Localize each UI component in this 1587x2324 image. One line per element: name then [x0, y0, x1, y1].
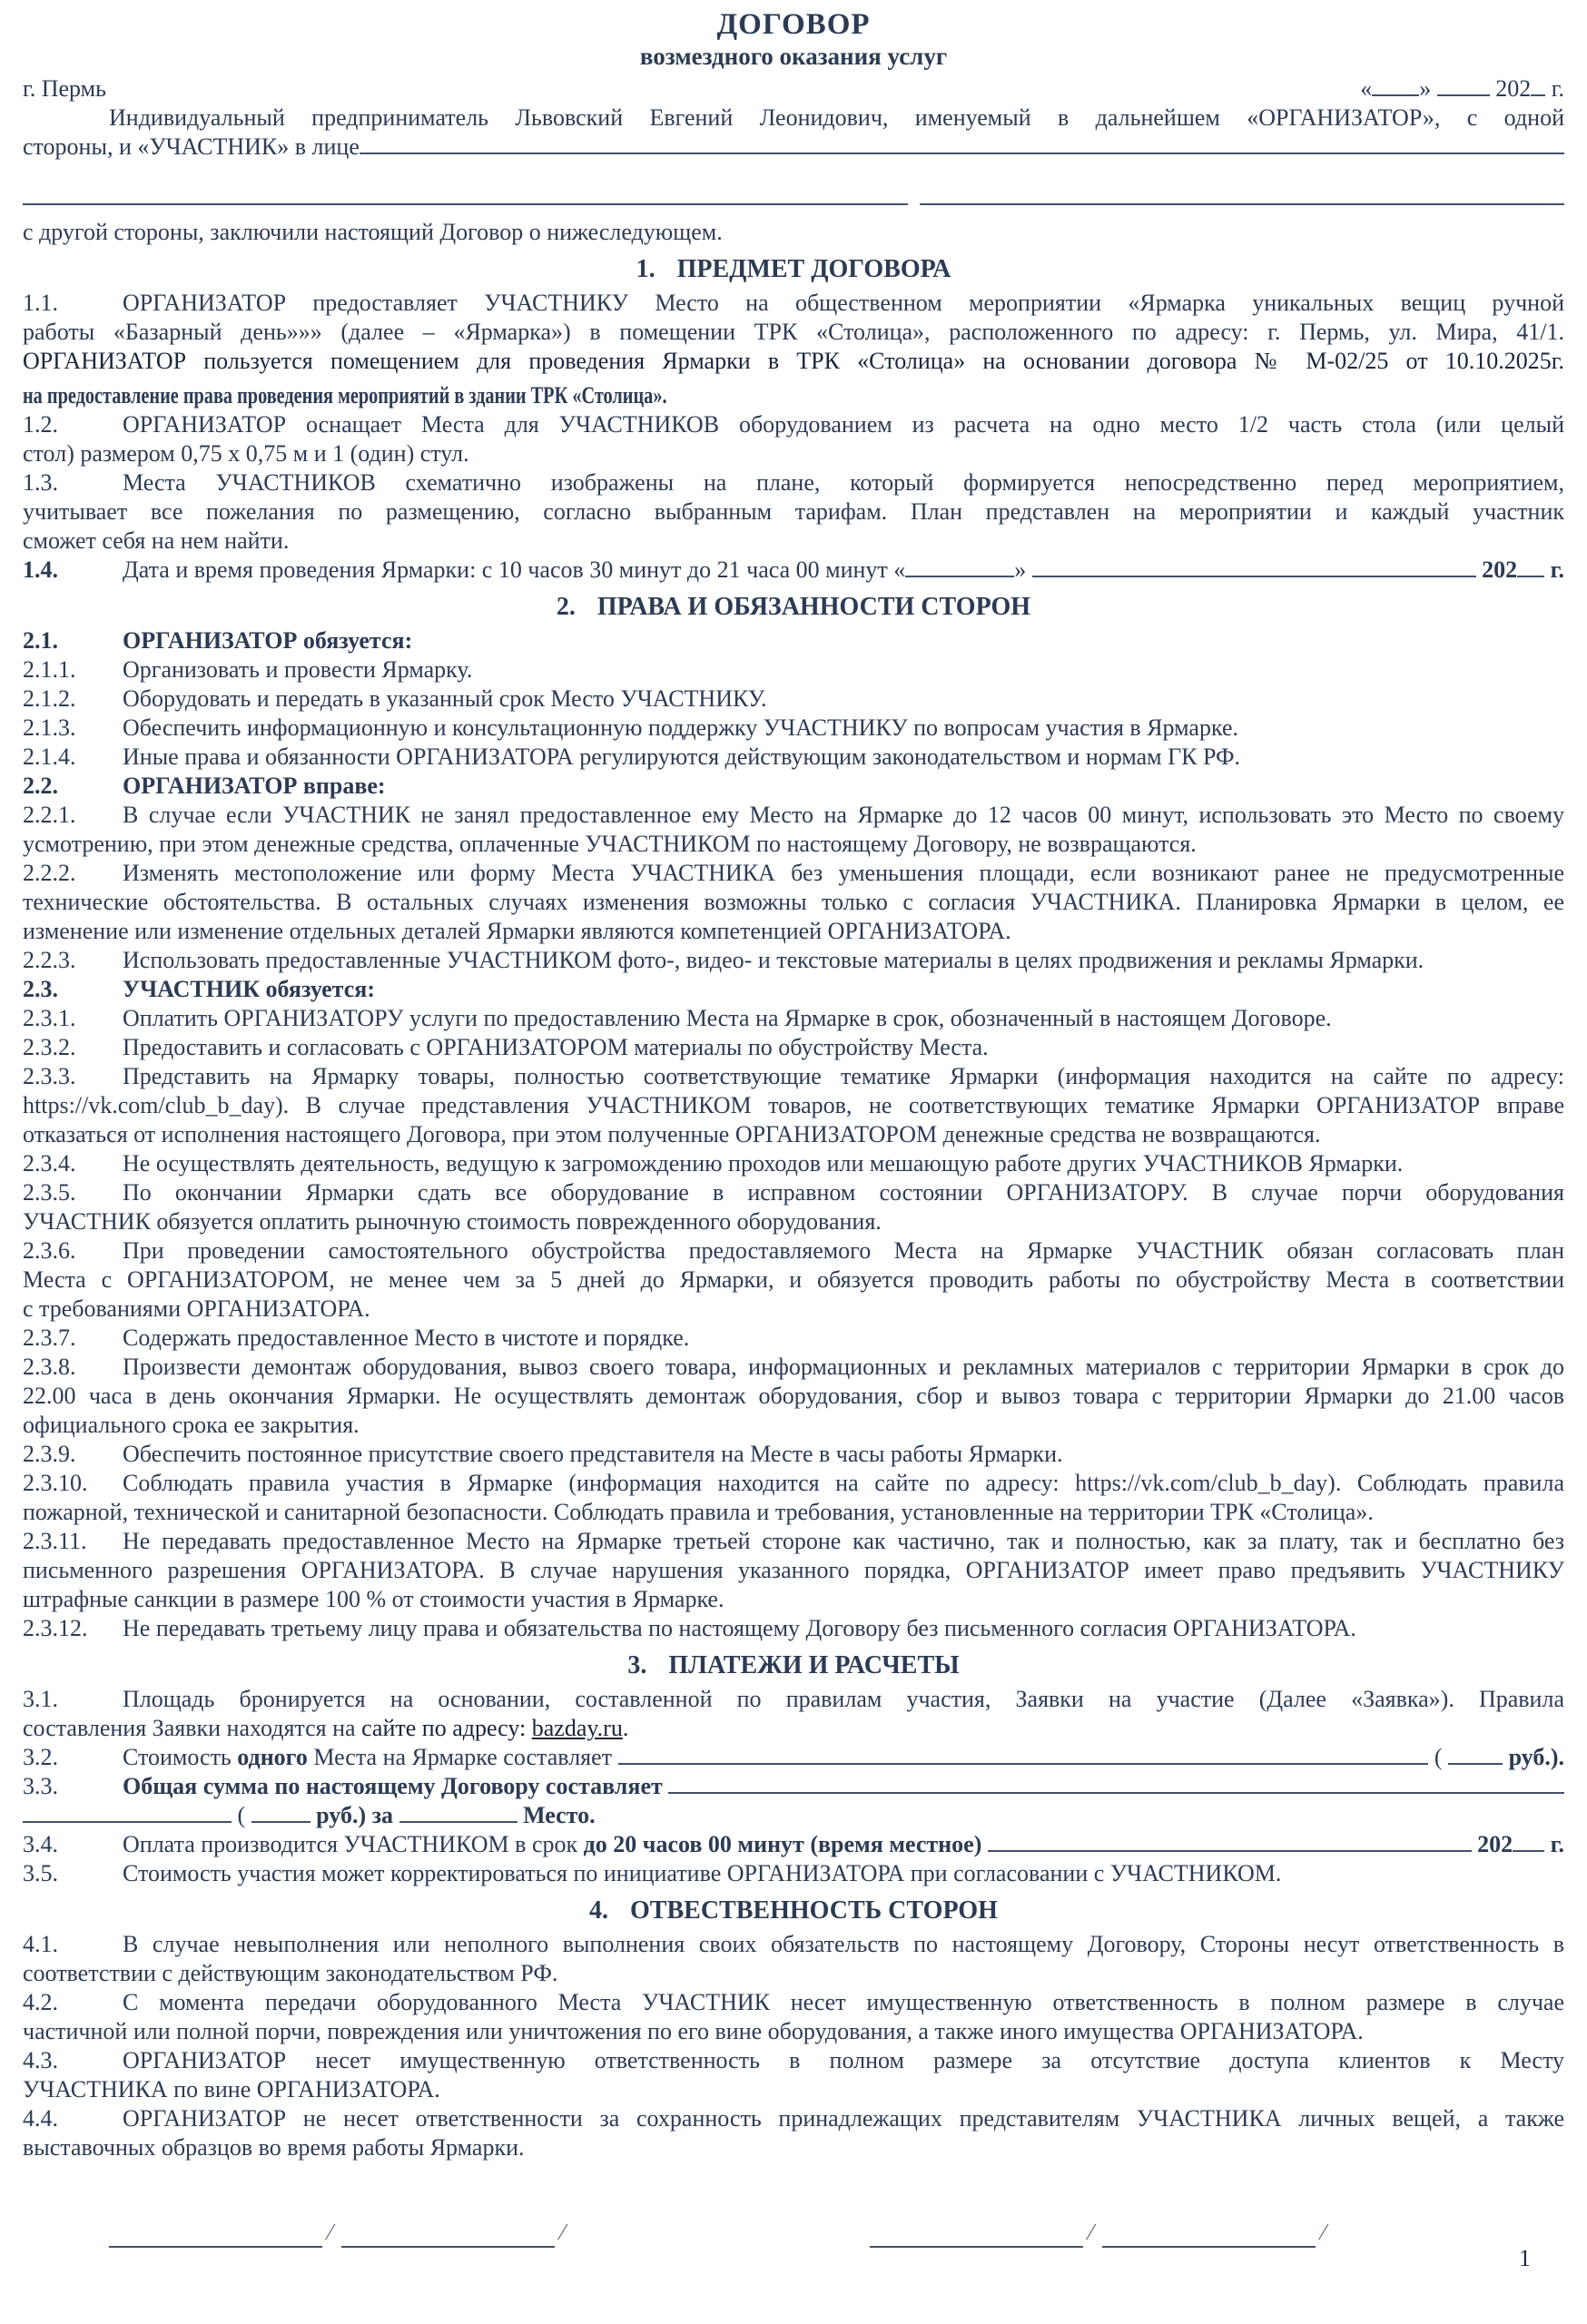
contract-line: [23, 1295, 1564, 1324]
clause-number: 1.3.: [23, 469, 58, 496]
blank-field: [870, 2241, 1083, 2248]
slash-separator: /: [1316, 2219, 1331, 2245]
contract-line: [23, 527, 1564, 556]
text-run: Не передавать третьему лицу права и обязательства по настоящему Договору без письменного согласия ОРГАНИЗАТОРА.: [123, 1615, 1356, 1641]
blank-field: [668, 1787, 1564, 1794]
text-run: одного: [237, 1744, 308, 1770]
text-run: г.: [1545, 75, 1564, 102]
contract-line: [23, 2046, 1564, 2075]
contract-line: [23, 1207, 1564, 1236]
contract-line: [23, 859, 1564, 888]
text-run: Не осуществлять деятельность, ведущую к загромождению проходов или мешающую работе других УЧАСТНИКОВ Ярмарки.: [123, 1150, 1404, 1177]
contract-line: [23, 1830, 1564, 1859]
contract-line: [23, 1930, 1564, 1959]
section-title: ПРАВА И ОБЯЗАННОСТИ СТОРОН: [596, 593, 1031, 621]
text-run: При проведении самостоятельного обустройства предоставляемого Места на Ярмарке УЧАСТНИК обязан согласовать план: [123, 1237, 1564, 1264]
clause-number: 2.2.3.: [23, 947, 76, 973]
contract-line: [23, 1004, 1564, 1033]
text-run: ОРГАНИЗАТОР вправе:: [123, 773, 386, 799]
text-run: Использовать предоставленные УЧАСТНИКОМ фото-, видео- и текстовые материалы в целях продвижения и рекламы Ярмарки.: [123, 947, 1424, 973]
text-run: Обеспечить постоянное присутствие своего представителя на Месте в часы работы Ярмарки.: [123, 1441, 1063, 1467]
text-run: технические обстоятельства. В остальных случаях изменения возможны только с согласия УЧАСТНИКА. Планировка Ярмарки в целом, ее: [23, 889, 1564, 915]
contract-body: [23, 103, 1564, 2162]
text-run: ОРГАНИЗАТОР несет имущественную ответственность в полном размере за отсутствие доступа клиентов к Месту: [123, 2047, 1564, 2073]
blank-field: [23, 199, 908, 205]
text-run: штрафные санкции в размере 100 % от стоимости участия в Ярмарке.: [23, 1586, 724, 1612]
clause-number: 2.3.11.: [23, 1528, 87, 1554]
clause-number: 2.3.1.: [23, 1005, 76, 1031]
contract-line: [23, 556, 1564, 585]
text-run: на предоставление права проведения мероприятий в здании ТРК «Столица».: [23, 382, 667, 409]
clause-number: 2.3.6.: [23, 1237, 76, 1264]
contract-line: [23, 1236, 1564, 1265]
contract-line: [23, 655, 1564, 684]
contract-line: [23, 1411, 1564, 1440]
text-run: частичной или полной порчи, повреждения или уничтожения по его вине оборудования, а также иного имущества ОРГАНИЗАТОРА.: [23, 2018, 1364, 2044]
text-run: [908, 183, 920, 212]
contract-line: [23, 289, 1564, 318]
blank-field: [1513, 1846, 1544, 1852]
clause-number: 2.3.4.: [23, 1150, 76, 1177]
city-label: г. Пермь: [23, 75, 106, 102]
contract-line: [23, 1772, 1564, 1801]
text-run: пожарной, технической и санитарной безопасности. Соблюдать правила и требования, установленные на территории ТРК «Столица».: [23, 1499, 1374, 1525]
text-run: ОРГАНИЗАТОР не несет ответственности за сохранность принадлежащих представителям УЧАСТНИКА личных вещей, а также: [123, 2105, 1564, 2132]
section-title: ПЛАТЕЖИ И РАСЧЕТЫ: [668, 1651, 960, 1679]
contract-line: [23, 1743, 1564, 1772]
contract-line: [23, 381, 1564, 410]
clause-number: 2.1.3.: [23, 714, 76, 741]
contract-line: [23, 1324, 1564, 1353]
text-run: официального срока ее закрытия.: [23, 1412, 360, 1438]
text-run: .: [622, 1715, 629, 1741]
contract-line: [23, 1685, 1564, 1714]
text-run: ОРГАНИЗАТОР обязуется:: [123, 627, 413, 654]
contract-line: [23, 439, 1564, 468]
contract-line: [23, 2104, 1564, 2133]
text-run: до 20 часов 00 минут (время местное): [583, 1831, 988, 1857]
contract-line: [23, 183, 1564, 212]
contract-line: [23, 1382, 1564, 1411]
contract-title: ДОГОВОР: [716, 8, 871, 41]
text-run: руб.).: [1508, 1744, 1564, 1770]
clause-number: 3.2.: [23, 1744, 58, 1770]
blank-field: [360, 148, 1564, 154]
blank-field: [1448, 1758, 1503, 1765]
text-run: работы «Базарный день»»» (далее – «Ярмарка») в помещении ТРК «Столица», расположенного по адресу: г. Пермь, ул. Мира, 41/1.: [23, 319, 1564, 345]
contract-line: [23, 1178, 1564, 1207]
clause-number: 4.4.: [23, 2105, 58, 2132]
text-run: Изменять местоположение или форму Места УЧАСТНИКА без уменьшения площади, если возникают ранее не предусмотренные: [123, 860, 1564, 886]
clause-number: 3.5.: [23, 1860, 58, 1886]
text-run: с требованиями ОРГАНИЗАТОРА.: [23, 1295, 370, 1322]
text-run: г.: [1544, 1831, 1564, 1857]
text-run: В случае если УЧАСТНИК не занял предоставленное ему Место на Ярмарке до 12 часов 00 минут, использовать это Место по своему: [123, 802, 1564, 828]
contract-line: [23, 2133, 1564, 2162]
text-run: стол) размером 0,75 х 0,75 м и 1 (один) стул.: [23, 440, 469, 467]
contract-line: [23, 347, 1564, 376]
text-run: 202: [1475, 556, 1518, 583]
contract-line: [23, 1062, 1564, 1091]
text-run: «: [1360, 75, 1373, 102]
blank-field: [341, 2241, 555, 2248]
section-number: 4.: [589, 1896, 609, 1925]
contract-line: [23, 1714, 1564, 1743]
bazday-link: bazday.ru: [531, 1715, 623, 1741]
contract-line: [23, 1556, 1564, 1585]
blank-field: [905, 571, 1014, 577]
clause-number: 4.3.: [23, 2047, 58, 2073]
contract-line: [23, 917, 1564, 946]
text-run: С момента передачи оборудованного Места УЧАСТНИК несет имущественную ответственность в полном размере в случае: [123, 1989, 1564, 2015]
contract-line: [23, 410, 1564, 439]
text-run: Места с ОРГАНИЗАТОРОМ, не менее чем за 5 дней до Ярмарки, и обязуется проводить работы по обустройству Места в соответствии: [23, 1266, 1564, 1293]
blank-field: [1531, 90, 1545, 96]
text-run: Иные права и обязанности ОРГАНИЗАТОРА регулируются действующим законодательством и нормам ГК РФ.: [123, 743, 1241, 770]
clause-number: 2.3.10.: [23, 1470, 88, 1496]
blank-field: [1102, 2241, 1316, 2248]
contract-line: [23, 318, 1564, 347]
clause-number: 2.3.8.: [23, 1354, 76, 1380]
text-run: Стоимость участия может корректироваться по инициативе ОРГАНИЗАТОРА при согласовании с УЧАСТНИКОМ.: [123, 1860, 1282, 1886]
text-run: учитывает все пожелания по размещению, согласно выбранным тарифам. План представлен на мероприятии и каждый участник: [23, 498, 1564, 525]
section-heading: [23, 1896, 1564, 1926]
clause-number: 3.3.: [23, 1773, 58, 1799]
clause-number: 4.2.: [23, 1989, 58, 2015]
text-run: Места УЧАСТНИКОВ схематично изображены на плане, который формируется непосредственно перед мероприятием,: [123, 469, 1564, 496]
clause-number: 3.4.: [23, 1831, 58, 1857]
blank-field: [618, 1758, 1429, 1765]
text-run: усмотрению, при этом денежные средства, оплаченные УЧАСТНИКОМ по настоящему Договору, не возвращаются.: [23, 831, 1197, 857]
text-run: Обеспечить информационную и консультационную поддержку УЧАСТНИКУ по вопросам участия в Ярмарке.: [123, 714, 1238, 741]
city-date-row: [23, 74, 1564, 103]
text-run: Индивидуальный предприниматель Львовский Евгений Леонидович, именуемый в дальнейшем «ОРГАНИЗАТОР», с одной: [109, 104, 1564, 131]
text-run: ОРГАНИЗАТОР оснащает Места для УЧАСТНИКОВ оборудованием из расчета на одно место 1/2 часть стола (или целый: [123, 411, 1564, 438]
text-run: с другой стороны, заключили настоящий Договор о нижеследующем.: [23, 219, 723, 245]
clause-number: 2.1.4.: [23, 743, 76, 770]
contract-line: [23, 497, 1564, 527]
contract-line: [23, 946, 1564, 975]
section-heading: [23, 1650, 1564, 1681]
section-number: 2.: [556, 593, 576, 621]
clause-number: 1.1.: [23, 290, 58, 316]
contract-line: [23, 103, 1564, 133]
text-run: Оплатить ОРГАНИЗАТОРУ услуги по предоставлению Места на Ярмарке в срок, обозначенный в настоящем Договоре.: [123, 1005, 1332, 1031]
blank-field: [920, 199, 1564, 205]
clause-number: 2.3.2.: [23, 1034, 76, 1060]
text-run: Предоставить и согласовать с ОРГАНИЗАТОРОМ материалы по обустройству Места.: [123, 1034, 989, 1060]
text-run: Содержать предоставленное Место в чистоте и порядке.: [123, 1324, 690, 1351]
clause-number: 2.3.9.: [23, 1441, 76, 1467]
clause-number: 3.1.: [23, 1686, 58, 1712]
blank-field: [23, 1817, 232, 1823]
text-run: https://vk.com/club_b_day). В случае представления УЧАСТНИКОМ товаров, не соответствующих тематике Ярмарки ОРГАНИЗАТОР вправе: [23, 1092, 1564, 1118]
text-run: Не передавать предоставленное Место на Ярмарке третьей стороне как частично, так и полностью, как за плату, так и бесплатно без: [123, 1528, 1564, 1554]
text-run: письменного разрешения ОРГАНИЗАТОРА. В случае нарушения указанного порядка, ОРГАНИЗАТОР имеет право предъявить УЧАСТНИКУ: [23, 1557, 1564, 1583]
blank-field: [988, 1846, 1472, 1852]
contract-line: [23, 1440, 1564, 1469]
text-run: Оборудовать и передать в указанный срок Место УЧАСТНИКУ.: [123, 685, 767, 712]
contract-subtitle: возмездного оказания услуг: [639, 43, 948, 70]
section-title: ПРЕДМЕТ ДОГОВОРА: [676, 255, 951, 283]
section-number: 3.: [627, 1651, 647, 1679]
text-run: ОРГАНИЗАТОР пользуется помещением для проведения Ярмарки в ТРК «Столица» на основании договора № М-02/25 от 10.10.2025г.: [23, 348, 1564, 374]
contract-line: [23, 975, 1564, 1004]
page-number: 1: [1519, 2245, 1531, 2271]
text-run: руб.) за: [316, 1802, 399, 1828]
blank-field: [399, 1817, 518, 1823]
section-heading: [23, 254, 1564, 285]
section-title: ОТВЕСТВЕННОСТЬ СТОРОН: [630, 1896, 998, 1925]
contract-line: [23, 1353, 1564, 1382]
clause-number: 2.3.3.: [23, 1063, 76, 1089]
signature-block-left: [109, 2219, 574, 2255]
text-run: 202: [1471, 1831, 1513, 1857]
clause-number: 2.3.12.: [23, 1615, 88, 1641]
text-run: УЧАСТНИК обязуется оплатить рыночную стоимость поврежденного оборудования.: [23, 1208, 882, 1235]
clause-number: 2.1.: [23, 627, 58, 654]
text-run: Произвести демонтаж оборудования, вывоз своего товара, информационных и рекламных материалов с территории Ярмарки в срок до: [123, 1354, 1564, 1380]
text-run: изменение или изменение отдельных деталей Ярмарки являются компетенцией ОРГАНИЗАТОРА.: [23, 918, 1011, 944]
blank-field: [109, 2241, 322, 2248]
contract-line: [23, 1120, 1564, 1149]
blank-field: [1372, 90, 1419, 96]
contract-line: [23, 1859, 1564, 1888]
clause-number: 1.4.: [23, 556, 58, 583]
contract-line: [23, 743, 1564, 772]
contract-line: [23, 468, 1564, 497]
clause-number: 2.2.2.: [23, 860, 76, 886]
clause-number: 2.3.5.: [23, 1179, 76, 1206]
text-run: соответствии с действующим законодательством РФ.: [23, 1960, 558, 1986]
contract-line: [23, 2017, 1564, 2046]
text-run: УЧАСТНИК обязуется:: [123, 976, 375, 1002]
clause-number: 2.2.: [23, 773, 58, 799]
contract-line: [23, 888, 1564, 917]
text-run: отказаться от исполнения настоящего Договора, при этом полученные ОРГАНИЗАТОРОМ денежные средства не возвращаются.: [23, 1121, 1321, 1147]
blank-field: [1437, 90, 1490, 96]
contract-line: [23, 1498, 1564, 1527]
contract-line: [23, 1527, 1564, 1556]
text-run: (: [1428, 1744, 1449, 1770]
clause-number: 4.1.: [23, 1931, 58, 1957]
text-run: Общая сумма по настоящему Договору составляет: [123, 1773, 669, 1799]
blank-field: [1517, 571, 1544, 577]
text-run: В случае невыполнения или неполного выполнения своих обязательств по настоящему Договору, Стороны несут ответственность в: [123, 1931, 1564, 1957]
signature-block-right: [870, 2219, 1335, 2255]
clause-number: 1.2.: [23, 411, 58, 438]
text-run: Соблюдать правила участия в Ярмарке (информация находится на сайте по адресу: https://vk.com/club_b_day). Соблюдать правила: [123, 1470, 1564, 1496]
text-run: Стоимость: [123, 1744, 238, 1770]
contract-line: [23, 830, 1564, 859]
contract-line: [23, 1265, 1564, 1295]
contract-line: [23, 1801, 1564, 1830]
blank-field: [1032, 571, 1476, 577]
clause-number: 2.3.: [23, 976, 58, 1002]
contract-line: [23, 218, 1564, 247]
contract-line: [23, 626, 1564, 655]
contract-line: [23, 1959, 1564, 1988]
text-run: сможет себя на нем найти.: [23, 527, 290, 554]
section-number: 1.: [636, 255, 656, 283]
contract-line: [23, 801, 1564, 830]
text-run: (: [232, 1802, 251, 1828]
text-run: Площадь бронируется на основании, составленной по правилам участия, Заявки на участие (Далее «Заявка»). Правила: [123, 1686, 1564, 1712]
text-run: Представить на Ярмарку товары, полностью соответствующие тематике Ярмарки (информация находится на сайте по адресу:: [123, 1063, 1564, 1089]
clause-number: 2.1.1.: [23, 656, 76, 683]
clause-number: 2.1.2.: [23, 685, 76, 712]
text-run: составления Заявки находятся на: [23, 1715, 362, 1741]
text-run: выставочных образцов во время работы Ярмарки.: [23, 2134, 525, 2161]
text-run: Место.: [523, 1802, 596, 1828]
clause-number: 2.3.7.: [23, 1324, 76, 1351]
contract-line: [23, 1091, 1564, 1120]
contract-line: [23, 1469, 1564, 1498]
slash-separator: /: [1084, 2219, 1098, 2245]
text-run: 202: [1489, 75, 1532, 102]
slash-separator: /: [556, 2219, 570, 2245]
contract-line: [23, 714, 1564, 743]
section-heading: [23, 592, 1564, 623]
text-run: Оплата производится УЧАСТНИКОМ в срок: [123, 1831, 584, 1857]
text-run: сайте по адресу:: [361, 1715, 532, 1741]
blank-field: [251, 1817, 310, 1823]
clause-number: 2.2.1.: [23, 802, 76, 828]
contract-line: [23, 1614, 1564, 1643]
text-run: Дата и время проведения Ярмарки: с 10 часов 30 минут до 21 часа 00 минут «: [123, 556, 906, 583]
contract-line: [23, 1585, 1564, 1614]
text-run: 22.00 часа в день окончания Ярмарки. Не осуществлять демонтаж оборудования, сбор и вывоз товара с территории Ярмарки до 21.00 часов: [23, 1383, 1564, 1409]
text-run: Места на Ярмарке составляет: [307, 1744, 618, 1770]
contract-line: [23, 133, 1564, 162]
text-run: »: [1419, 75, 1437, 102]
contract-line: [23, 772, 1564, 801]
contract-line: [23, 684, 1564, 714]
text-run: »: [1014, 556, 1032, 583]
contract-line: [23, 1988, 1564, 2017]
contract-line: [23, 2075, 1564, 2104]
text-run: По окончании Ярмарки сдать все оборудование в исправном состоянии ОРГАНИЗАТОРУ. В случае порчи оборудования: [123, 1179, 1564, 1206]
contract-line: [23, 1149, 1564, 1178]
text-run: Организовать и провести Ярмарку.: [123, 656, 473, 683]
text-run: г.: [1544, 556, 1564, 583]
date-line: [1360, 74, 1564, 103]
contract-line: [23, 1033, 1564, 1062]
text-run: УЧАСТНИКА по вине ОРГАНИЗАТОРА.: [23, 2076, 440, 2102]
text-run: стороны, и «УЧАСТНИК» в лице: [23, 133, 360, 160]
slash-separator: /: [323, 2219, 337, 2245]
text-run: ОРГАНИЗАТОР предоставляет УЧАСТНИКУ Место на общественном мероприятии «Ярмарка уникальных вещиц ручной: [123, 290, 1564, 316]
